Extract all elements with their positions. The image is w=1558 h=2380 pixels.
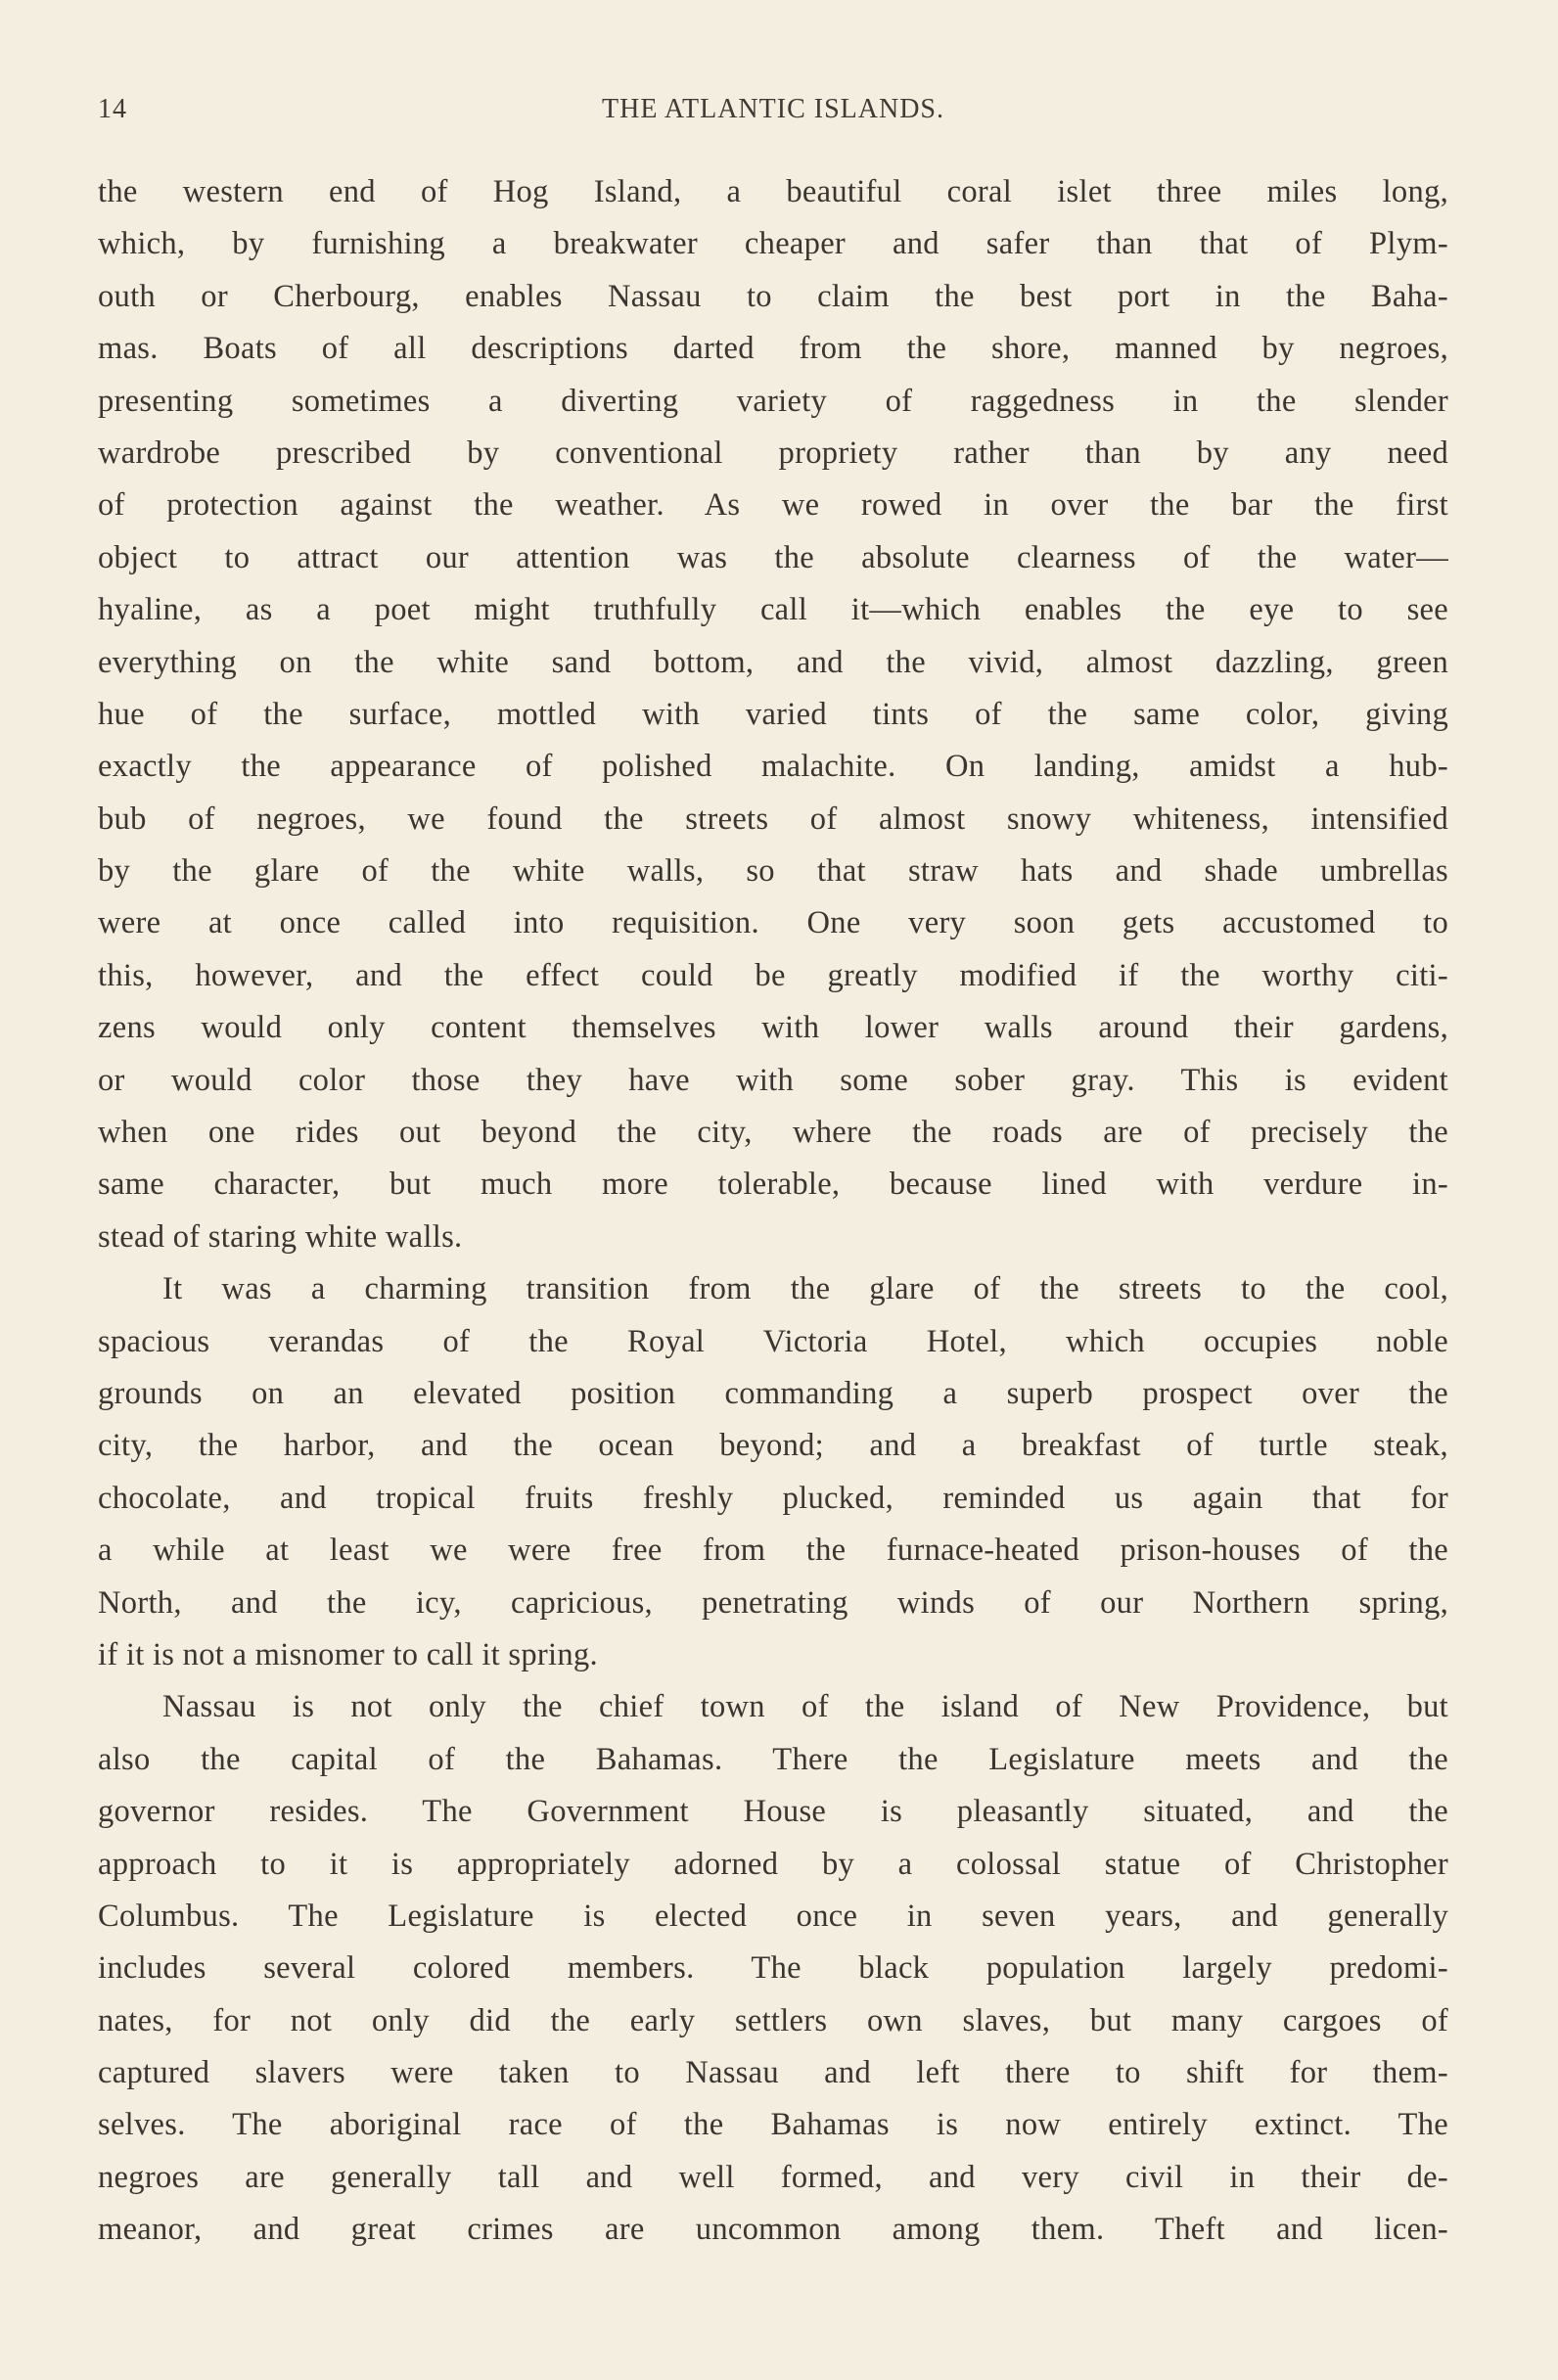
text-line: or would color those they have with some sober gray. This is evident: [98, 1062, 1448, 1098]
text-line: captured slavers were taken to Nassau and left there to shift for them-: [98, 2055, 1448, 2091]
text-line: the western end of Hog Island, a beautiful coral islet three miles long,: [98, 174, 1448, 209]
paragraph-end-line: if it is not a misnomer to call it spring.: [98, 1636, 598, 1672]
text-line: nates, for not only did the early settlers own slaves, but many cargoes of: [98, 2002, 1448, 2038]
text-line: presenting sometimes a diverting variety of raggedness in the slender: [98, 383, 1448, 419]
text-line: outh or Cherbourg, enables Nassau to claim the best port in the Baha-: [98, 278, 1448, 314]
text-line: which, by furnishing a breakwater cheaper and safer than that of Plym-: [98, 226, 1448, 262]
text-line: when one rides out beyond the city, where the roads are of precisely the: [98, 1115, 1448, 1151]
text-line: bub of negroes, we found the streets of almost snowy whiteness, intensified: [98, 801, 1448, 837]
text-line: were at once called into requisition. One very soon gets accustomed to: [98, 905, 1448, 941]
page-number: 14: [98, 94, 127, 124]
text-line: hue of the surface, mottled with varied tints of the same color, giving: [98, 696, 1448, 732]
running-title: THE ATLANTIC ISLANDS.: [602, 94, 944, 124]
text-line: also the capital of the Bahamas. There the Legislature meets and the: [98, 1741, 1448, 1777]
text-line: a while at least we were free from the furnace-heated prison-houses of the: [98, 1533, 1448, 1569]
text-line: governor resides. The Government House is pleasantly situated, and the: [98, 1794, 1448, 1830]
text-line: Columbus. The Legislature is elected once in seven years, and generally: [98, 1898, 1448, 1934]
text-line: mas. Boats of all descriptions darted from the shore, manned by negroes,: [98, 331, 1448, 367]
text-line: spacious verandas of the Royal Victoria Hotel, which occupies noble: [98, 1323, 1448, 1359]
text-line: hyaline, as a poet might truthfully call it—which enables the eye to see: [98, 592, 1448, 628]
text-line: selves. The aboriginal race of the Bahamas is now entirely extinct. The: [98, 2107, 1448, 2143]
text-line: of protection against the weather. As we rowed in over the bar the first: [98, 487, 1448, 524]
text-line: includes several colored members. The black population largely predomi-: [98, 1950, 1448, 1987]
text-line: this, however, and the effect could be greatly modified if the worthy citi-: [98, 957, 1448, 993]
text-line: wardrobe prescribed by conventional propriety rather than by any need: [98, 435, 1448, 471]
text-line: approach to it is appropriately adorned by a colossal statue of Christopher: [98, 1846, 1448, 1882]
paragraph-start-line: It was a charming transition from the glare of the streets to the cool,: [162, 1271, 1448, 1307]
text-line: meanor, and great crimes are uncommon among them. Theft and licen-: [98, 2212, 1448, 2248]
running-head: [98, 94, 1448, 133]
text-line: by the glare of the white walls, so that straw hats and shade umbrellas: [98, 853, 1448, 890]
text-line: chocolate, and tropical fruits freshly plucked, reminded us again that for: [98, 1480, 1448, 1516]
text-line: same character, but much more tolerable, because lined with verdure in-: [98, 1167, 1448, 1203]
paragraph-end-line: stead of staring white walls.: [98, 1218, 463, 1255]
body-text: [98, 166, 1448, 2257]
text-line: everything on the white sand bottom, and the vivid, almost dazzling, green: [98, 644, 1448, 680]
paragraph-start-line: Nassau is not only the chief town of the island of New Providence, but: [162, 1689, 1448, 1725]
text-line: exactly the appearance of polished malachite. On landing, amidst a hub-: [98, 749, 1448, 785]
text-line: city, the harbor, and the ocean beyond; and a breakfast of turtle steak,: [98, 1428, 1448, 1464]
text-line: grounds on an elevated position commanding a superb prospect over the: [98, 1375, 1448, 1411]
text-line: zens would only content themselves with lower walls around their gardens,: [98, 1010, 1448, 1046]
text-line: negroes are generally tall and well formed, and very civil in their de-: [98, 2159, 1448, 2195]
text-line: object to attract our attention was the absolute clearness of the water—: [98, 539, 1448, 575]
text-line: North, and the icy, capricious, penetrating winds of our Northern spring,: [98, 1584, 1448, 1621]
